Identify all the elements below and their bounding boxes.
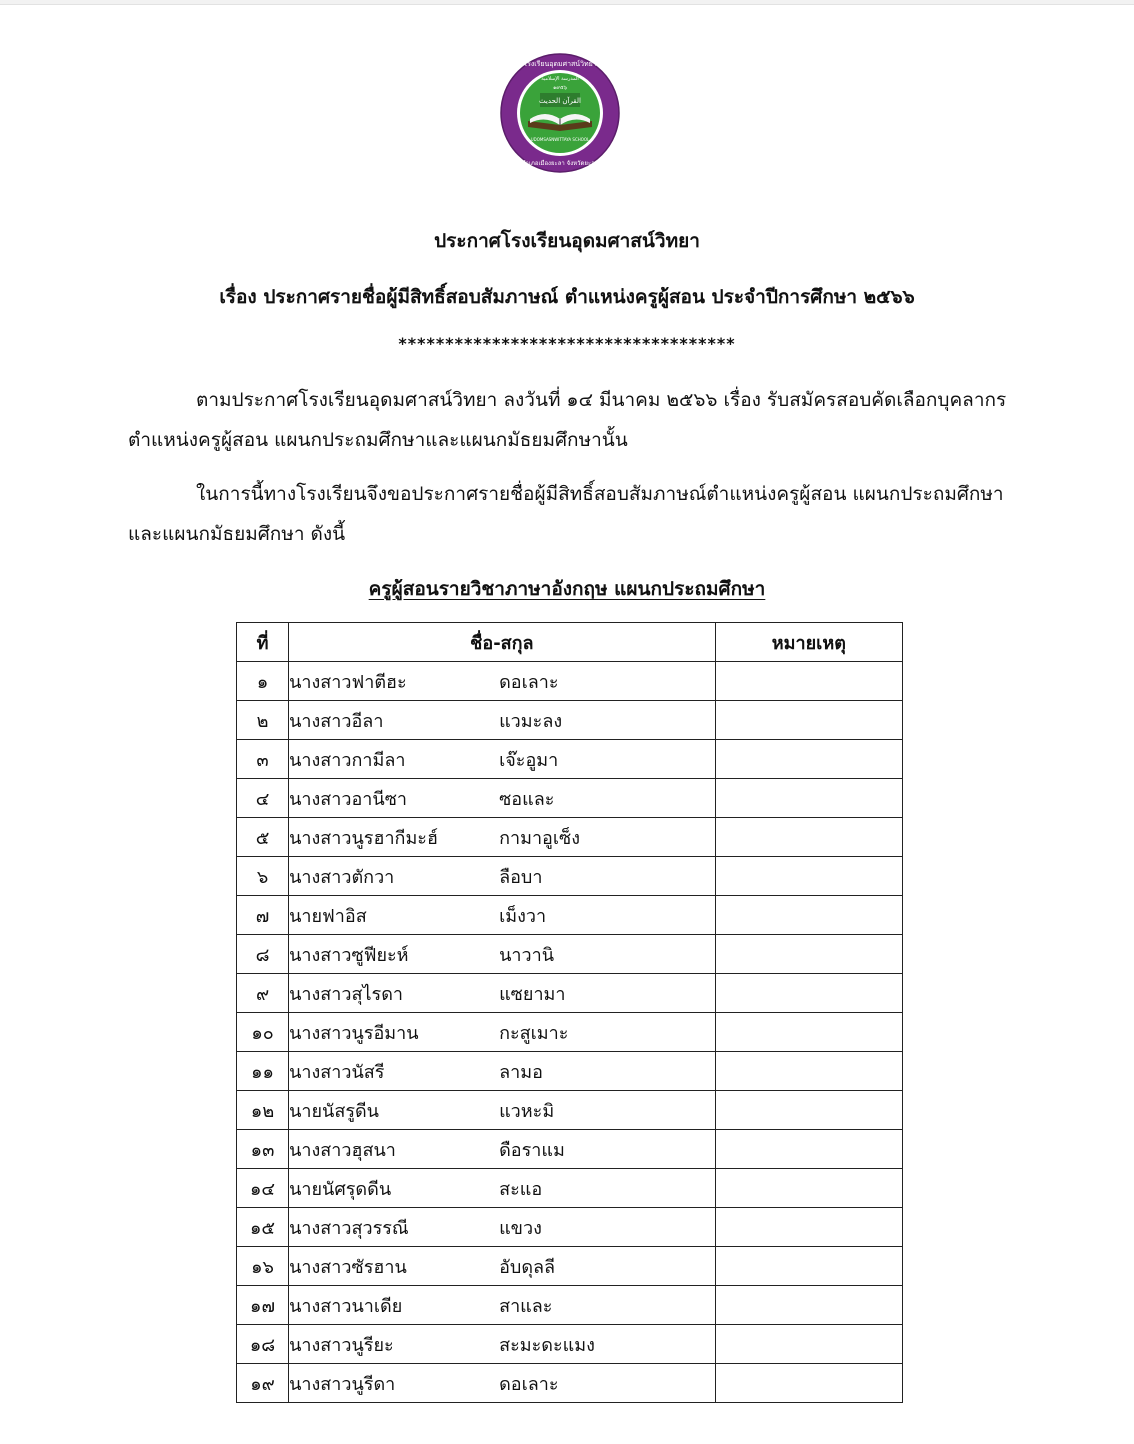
table-row xyxy=(237,1130,903,1169)
row-number: ๘ xyxy=(237,935,289,974)
last-name: สาและ xyxy=(499,1295,553,1317)
row-note xyxy=(715,1013,902,1052)
row-full-name xyxy=(289,974,716,1013)
table-row xyxy=(237,662,903,701)
row-note xyxy=(715,740,902,779)
table-row xyxy=(237,701,903,740)
row-full-name xyxy=(289,896,716,935)
last-name: ดอเลาะ xyxy=(499,671,559,693)
first-name: นายฟาอิส xyxy=(289,905,367,927)
first-name: นางสาวนาเดีย xyxy=(289,1295,403,1317)
header-name: ชื่อ-สกุล xyxy=(289,623,716,662)
row-full-name xyxy=(289,1013,716,1052)
row-full-name xyxy=(289,1364,716,1403)
first-name: นางสาวสุไรดา xyxy=(289,983,403,1005)
row-full-name xyxy=(289,1130,716,1169)
last-name: ลามอ xyxy=(499,1061,543,1083)
last-name: นาวานิ xyxy=(499,944,555,966)
svg-text:UDOMSASNWITTAYA SCHOOL: UDOMSASNWITTAYA SCHOOL xyxy=(530,137,590,142)
first-name: นางสาวนัสรี xyxy=(289,1061,385,1083)
svg-text:القرآن الحديث: القرآن الحديث xyxy=(539,97,581,105)
row-full-name xyxy=(289,1169,716,1208)
first-name: นายนัสรูดีน xyxy=(289,1100,379,1122)
paragraph-reference-line-1: ตามประกาศโรงเรียนอุดมศาสน์วิทยา ลงวันที่ ๑๔ มีนาคม ๒๕๖๖ เรื่อง รับสมัครสอบคัดเลือกบุคลากร xyxy=(196,389,1007,411)
row-full-name xyxy=(289,1208,716,1247)
row-note xyxy=(715,818,902,857)
row-note xyxy=(715,857,902,896)
first-name: นางสาวกามีลา xyxy=(289,749,406,771)
row-number: ๙ xyxy=(237,974,289,1013)
last-name: แขวง xyxy=(499,1217,542,1239)
row-full-name xyxy=(289,935,716,974)
row-note xyxy=(715,1208,902,1247)
paragraph-announcement-line-2: และแผนกมัธยมศึกษา ดังนี้ xyxy=(128,523,346,545)
row-number: ๓ xyxy=(237,740,289,779)
last-name: อับดุลลี xyxy=(499,1256,556,1278)
first-name: นางสาวฮุสนา xyxy=(289,1139,396,1161)
row-note xyxy=(715,1091,902,1130)
announcement-subject: เรื่อง ประกาศรายชื่อผู้มีสิทธิ์สอบสัมภาษณ์ ตำแหน่งครูผู้สอน ประจำปีการศึกษา ๒๕๖๖ xyxy=(219,286,915,308)
last-name: ซอและ xyxy=(499,788,555,810)
table-row xyxy=(237,1169,903,1208)
row-full-name xyxy=(289,779,716,818)
first-name: นางสาวสุวรรณี xyxy=(289,1217,409,1239)
last-name: สะมะดะแมง xyxy=(499,1334,595,1356)
row-note xyxy=(715,1286,902,1325)
paragraph-announcement-line-1: ในการนี้ทางโรงเรียนจึงขอประกาศรายชื่อผู้มีสิทธิ์สอบสัมภาษณ์ตำแหน่งครูผู้สอน แผนกประถมศึกษา xyxy=(196,483,1004,505)
last-name: เม็งวา xyxy=(499,905,547,927)
row-full-name xyxy=(289,1247,716,1286)
table-row xyxy=(237,1052,903,1091)
table-row xyxy=(237,1091,903,1130)
last-name: เจ๊ะอูมา xyxy=(499,749,559,771)
row-number: ๕ xyxy=(237,818,289,857)
paragraph-reference-line-2: ตำแหน่งครูผู้สอน แผนกประถมศึกษาและแผนกมัธยมศึกษานั้น xyxy=(128,429,628,451)
svg-text:๑๙๕๖: ๑๙๕๖ xyxy=(553,85,567,91)
table-row xyxy=(237,1286,903,1325)
table-row xyxy=(237,935,903,974)
page-top-border xyxy=(0,0,1134,5)
row-note xyxy=(715,701,902,740)
row-full-name xyxy=(289,1286,716,1325)
row-full-name xyxy=(289,857,716,896)
row-full-name xyxy=(289,1325,716,1364)
row-note xyxy=(715,1169,902,1208)
section-heading: ครูผู้สอนรายวิชาภาษาอังกฤษ แผนกประถมศึกษา xyxy=(368,578,766,600)
svg-text:โรงเรียนอุดมศาสน์วิทยา: โรงเรียนอุดมศาสน์วิทยา xyxy=(523,60,597,68)
row-number: ๑๗ xyxy=(237,1286,289,1325)
first-name: นางสาวนูรอีมาน xyxy=(289,1022,419,1044)
row-full-name xyxy=(289,1052,716,1091)
last-name: กะสูเมาะ xyxy=(499,1022,569,1044)
row-note xyxy=(715,935,902,974)
svg-text:المدرسة الإسلامية: المدرسة الإسلامية xyxy=(541,76,579,82)
table-row xyxy=(237,1208,903,1247)
separator-line: ************************************ xyxy=(398,334,736,353)
table-row xyxy=(237,1013,903,1052)
row-note xyxy=(715,1325,902,1364)
row-number: ๖ xyxy=(237,857,289,896)
first-name: นางสาวอานีซา xyxy=(289,788,408,810)
row-full-name xyxy=(289,818,716,857)
row-note xyxy=(715,1130,902,1169)
row-number: ๔ xyxy=(237,779,289,818)
table-header-row xyxy=(237,623,903,662)
first-name: นางสาวนูรฮากีมะฮ์ xyxy=(289,827,438,849)
first-name: นางสาวตักวา xyxy=(289,866,395,888)
row-number: ๑ xyxy=(237,662,289,701)
row-full-name xyxy=(289,1091,716,1130)
paragraph-reference xyxy=(128,380,1008,460)
first-name: นางสาวนูรีดา xyxy=(289,1373,396,1395)
table-row xyxy=(237,818,903,857)
row-number: ๑๓ xyxy=(237,1130,289,1169)
table-row xyxy=(237,1364,903,1403)
candidate-table xyxy=(236,622,903,1403)
last-name: แวมะลง xyxy=(499,710,563,732)
row-number: ๑๐ xyxy=(237,1013,289,1052)
row-number: ๑๖ xyxy=(237,1247,289,1286)
row-number: ๑๕ xyxy=(237,1208,289,1247)
row-full-name xyxy=(289,740,716,779)
last-name: แวหะมิ xyxy=(499,1100,555,1122)
paragraph-announcement xyxy=(128,474,1008,554)
table-body xyxy=(237,662,903,1403)
table-row xyxy=(237,1325,903,1364)
row-number: ๑๙ xyxy=(237,1364,289,1403)
table-row xyxy=(237,857,903,896)
row-number: ๑๔ xyxy=(237,1169,289,1208)
first-name: นางสาวฟาตีฮะ xyxy=(289,671,407,693)
header-note: หมายเหตุ xyxy=(715,623,902,662)
table-row xyxy=(237,740,903,779)
last-name: สะแอ xyxy=(499,1178,543,1200)
last-name: ลือบา xyxy=(499,866,543,888)
row-note xyxy=(715,1247,902,1286)
first-name: นางสาวอีลา xyxy=(289,710,384,732)
row-note xyxy=(715,779,902,818)
table-row xyxy=(237,896,903,935)
last-name: ดือราแม xyxy=(499,1139,565,1161)
last-name: ดอเลาะ xyxy=(499,1373,559,1395)
row-note xyxy=(715,1052,902,1091)
row-number: ๑๘ xyxy=(237,1325,289,1364)
first-name: นายนัศรุดดีน xyxy=(289,1178,392,1200)
first-name: นางสาวซูฟียะห์ xyxy=(289,944,409,966)
svg-text:อำเภอเมืองยะลา จังหวัดยะลา: อำเภอเมืองยะลา จังหวัดยะลา xyxy=(521,160,599,167)
row-number: ๗ xyxy=(237,896,289,935)
row-full-name xyxy=(289,662,716,701)
school-logo xyxy=(500,53,620,173)
header-number: ที่ xyxy=(237,623,289,662)
row-number: ๑๑ xyxy=(237,1052,289,1091)
last-name: กามาอูเซ็ง xyxy=(499,827,581,849)
row-full-name xyxy=(289,701,716,740)
table-row xyxy=(237,779,903,818)
first-name: นางสาวนูรียะ xyxy=(289,1334,394,1356)
row-number: ๒ xyxy=(237,701,289,740)
last-name: แซยามา xyxy=(499,983,566,1005)
row-note xyxy=(715,974,902,1013)
table-row xyxy=(237,974,903,1013)
row-number: ๑๒ xyxy=(237,1091,289,1130)
announcement-title: ประกาศโรงเรียนอุดมศาสน์วิทยา xyxy=(434,230,700,252)
row-note xyxy=(715,1364,902,1403)
table-row xyxy=(237,1247,903,1286)
row-note xyxy=(715,662,902,701)
row-note xyxy=(715,896,902,935)
first-name: นางสาวซัรฮาน xyxy=(289,1256,407,1278)
